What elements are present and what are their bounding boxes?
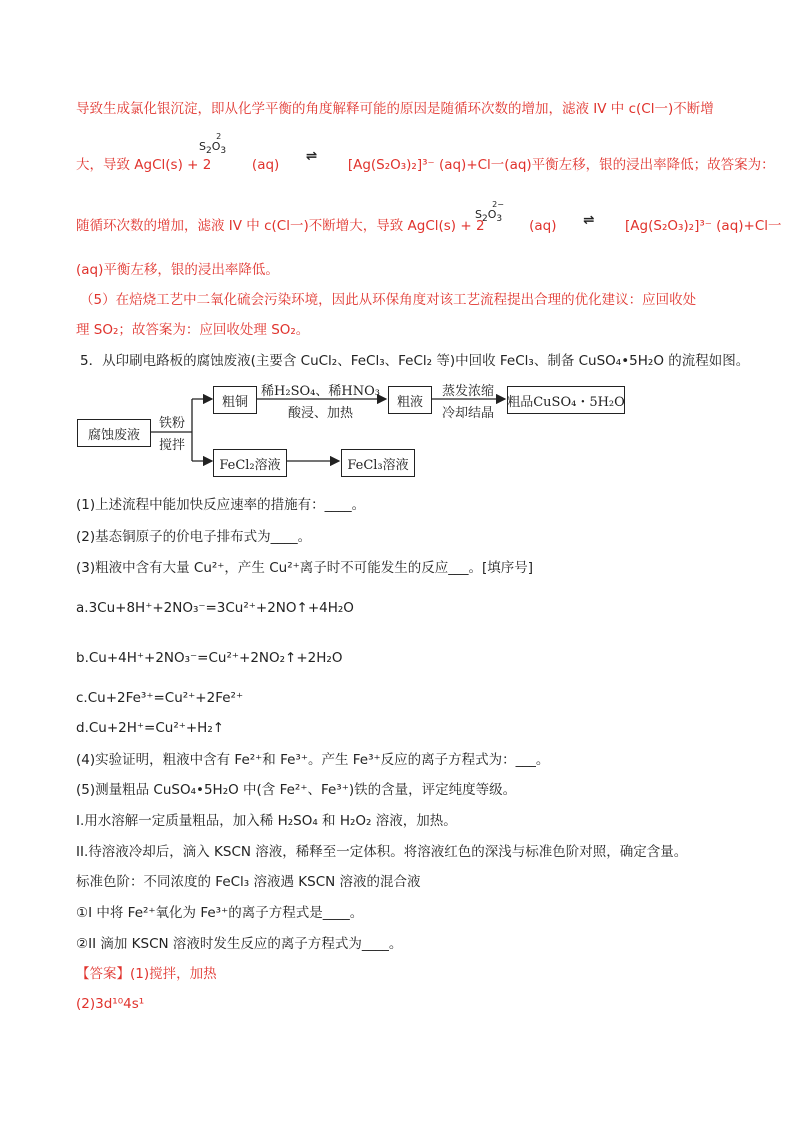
question-1: (1)上述流程中能加快反应速率的措施有：____。 (76, 497, 366, 513)
answer-part4-line2 (76, 148, 775, 175)
equilibrium-arrow-icon-2: ⇌ (583, 212, 595, 228)
box-crude-cu-label: 粗铜 (221, 394, 248, 410)
box-fecl3-label: FeCl₃溶液 (347, 457, 409, 473)
step-1: I.用水溶解一定质量粗品，加入稀 H₂SO₄ 和 H₂O₂ 溶液，加热。 (76, 813, 457, 829)
box-crude-cu (213, 386, 257, 414)
line3-text-a: 随循环次数的增加，滤液 IV 中 c(Cl一)不断增大，导致 AgCl(s) + 2 (76, 218, 485, 234)
line3-text-c: [Ag(S₂O₃)₂]³⁻ (aq)+Cl一 (625, 218, 782, 234)
answer-part4-line3 (76, 212, 782, 236)
answer-1: (1)搅拌，加热 (130, 966, 217, 982)
box-fecl2 (213, 449, 287, 477)
option-c: c.Cu+2Fe³⁺=Cu²⁺+2Fe²⁺ (76, 690, 244, 706)
line3-aq: (aq) (529, 218, 557, 234)
thiosulfate-ion-1: $S_2O_3^2$ (199, 132, 227, 157)
answer-line-1 (76, 964, 217, 984)
answer-part5-line1: （5）在焙烧工艺中二氧化硫会污染环境，因此从环保角度对该工艺流程提出合理的优化建议：应回收处 (80, 292, 697, 308)
question-intro: 5．从印刷电路板的腐蚀废液(主要含 CuCl₂、FeCl₃、FeCl₂ 等)中回收 FeCl₃、制备 CuSO₄•5H₂O 的流程如图。 (80, 353, 750, 369)
option-d: d.Cu+2H⁺=Cu²⁺+H₂↑ (76, 720, 225, 736)
line2-text-a: 大，导致 AgCl(s) + 2 (76, 157, 212, 173)
box-product-label: 粗品CuSO₄・5H₂O (507, 394, 625, 410)
thiosulfate-ion-2: $S_2O_3^{2-}$ (475, 200, 504, 225)
reagent1-bottom: 搅拌 (158, 438, 185, 453)
option-a: a.3Cu+8H⁺+2NO₃⁻=3Cu²⁺+2NO↑+4H₂O (76, 600, 354, 616)
flow-connectors (0, 0, 800, 500)
question-2: (2)基态铜原子的价电子排布式为____。 (76, 529, 312, 545)
sub-question-1: ①I 中将 Fe²⁺氧化为 Fe³⁺的离子方程式是____。 (76, 905, 364, 921)
line2-text-c: [Ag(S₂O₃)₂]³⁻ (aq)+Cl一(aq)平衡左移，银的浸出率降低；故答案为： (347, 157, 775, 173)
box-waste-label: 腐蚀废液 (87, 427, 140, 443)
flow-diagram (0, 0, 800, 500)
standard-scale: 标准色阶：不同浓度的 FeCl₃ 溶液遇 KSCN 溶液的混合液 (76, 874, 421, 890)
sub-question-2: ②II 滴加 KSCN 溶液时发生反应的离子方程式为____。 (76, 936, 403, 952)
reagent2-top: 稀H₂SO₄、稀HNO₃ (261, 384, 380, 399)
question-3: (3)粗液中含有大量 Cu²⁺，产生 Cu²⁺离子时不可能发生的反应___。[填序号] (76, 560, 534, 576)
option-b: b.Cu+4H⁺+2NO₃⁻=Cu²⁺+2NO₂↑+2H₂O (76, 650, 343, 666)
answer-2: (2)3d¹⁰4s¹ (76, 996, 145, 1012)
reagent2-bottom: 酸浸、加热 (287, 406, 353, 421)
box-crude-liquid (388, 386, 432, 414)
answer-part5-line2: 理 SO₂；故答案为：应回收处理 SO₂。 (76, 322, 310, 338)
answer-part4-line4: (aq)平衡左移，银的浸出率降低。 (76, 262, 279, 278)
question-5: (5)测量粗品 CuSO₄•5H₂O 中(含 Fe²⁺、Fe³⁺)铁的含量，评定纯度等级。 (76, 782, 517, 798)
step-2: II.待溶液冷却后，滴入 KSCN 溶液，稀释至一定体积。将溶液红色的深浅与标准色阶对照，确定含量。 (76, 844, 688, 860)
reagent3-top: 蒸发浓缩 (441, 384, 494, 399)
box-fecl3 (341, 449, 415, 477)
line2-aq: (aq) (251, 157, 280, 173)
box-waste (77, 419, 151, 447)
equilibrium-arrow-icon: ⇌ (305, 148, 318, 164)
question-4: (4)实验证明，粗液中含有 Fe²⁺和 Fe³⁺。产生 Fe³⁺反应的离子方程式为：___。 (76, 752, 550, 768)
box-fecl2-label: FeCl₂溶液 (219, 457, 281, 473)
reagent1-top: 铁粉 (158, 416, 185, 431)
answer-label: 【答案】 (76, 966, 130, 982)
box-crude-liquid-label: 粗液 (396, 394, 423, 410)
box-product (507, 386, 625, 414)
answer-part4-line1: 导致生成氯化银沉淀，即从化学平衡的角度解释可能的原因是随循环次数的增加，滤液 IV 中 c(Cl一)不断增 (76, 101, 714, 117)
reagent3-bottom: 冷却结晶 (441, 406, 494, 421)
